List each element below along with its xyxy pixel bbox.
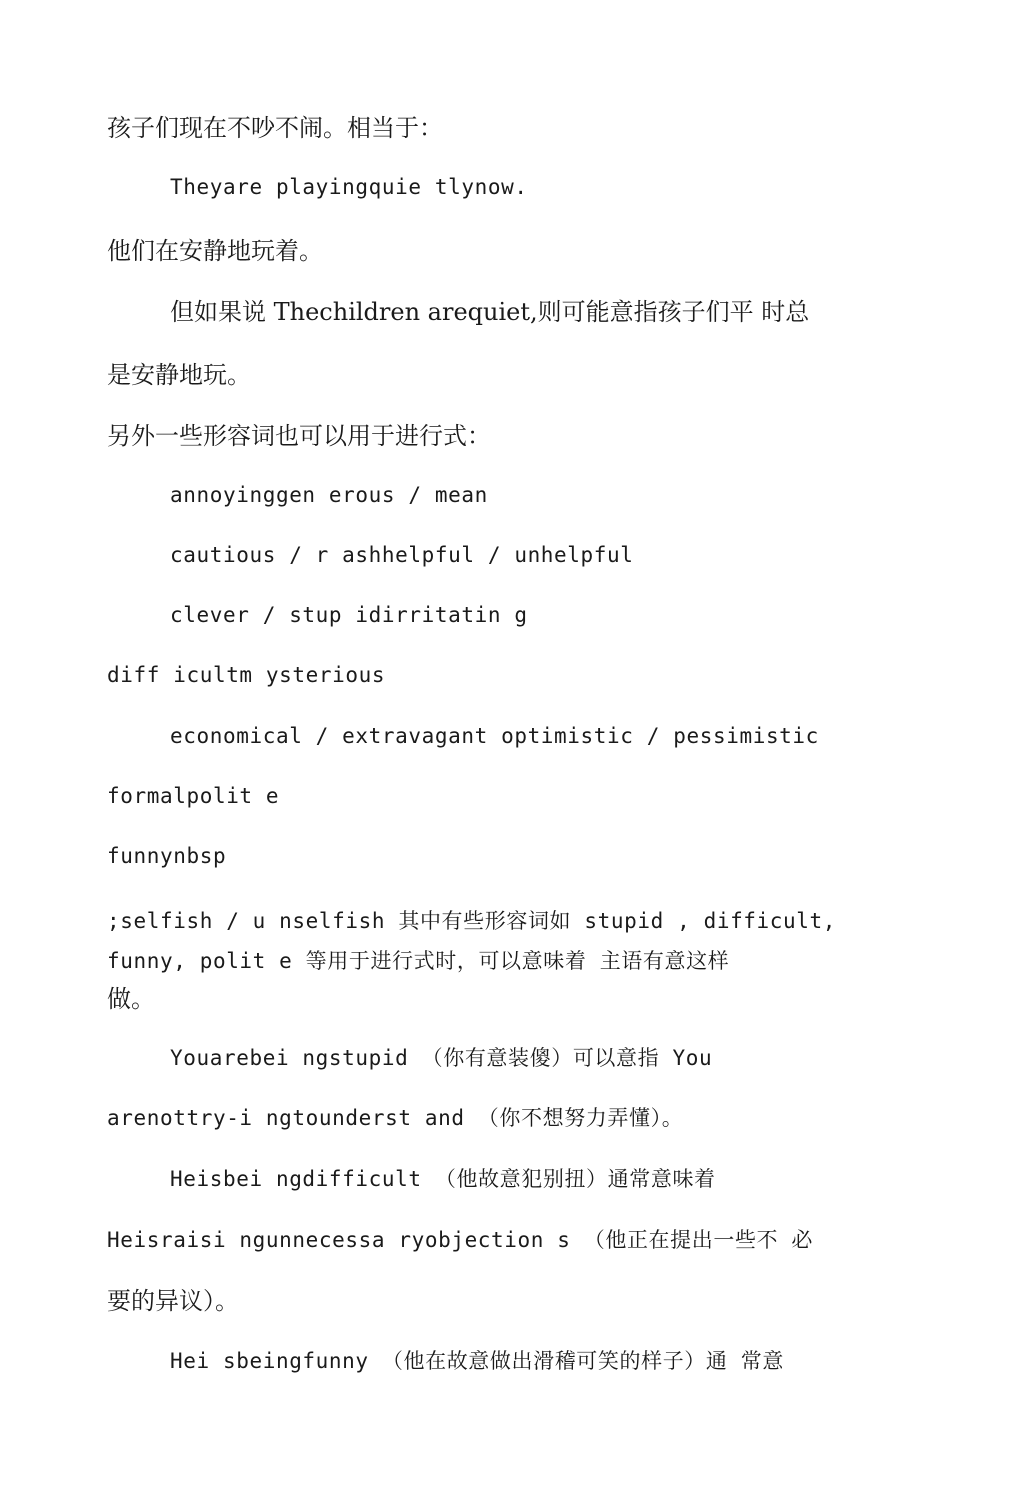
example-sentence: Hei sbeingfunny （他在故意做出滑稽可笑的样子）通 常意 — [170, 1349, 784, 1373]
paragraph-line: 孩子们现在不吵不闹。相当于： — [107, 114, 443, 142]
adjective-list-line: funnynbsp — [107, 844, 227, 868]
adjective-list-line: diff icultm ysterious — [107, 663, 386, 687]
adjective-list-line: economical / extravagant optimistic / pessimistic — [170, 724, 819, 748]
paragraph-line: 但如果说 Thechildren arequiet,则可能意指孩子们平 时总 — [170, 298, 810, 326]
adjective-list-line: clever / stup idirritatin g — [170, 603, 528, 627]
example-sentence: Theyare playingquie tlynow. — [170, 175, 528, 199]
example-sentence: Youarebei ngstupid （你有意装傻）可以意指 You — [170, 1046, 713, 1070]
paragraph-line: 是安静地玩。 — [107, 361, 251, 389]
paragraph-line: 要的异议）。 — [107, 1287, 239, 1315]
paragraph-line: 他们在安静地玩着。 — [107, 237, 323, 265]
adjective-list-line: annoyinggen erous / mean — [170, 483, 488, 507]
paragraph-line: 另外一些形容词也可以用于进行式： — [107, 422, 491, 450]
paragraph-line: ;selfish / u nselfish 其中有些形容词如 stupid , difficult, — [107, 909, 837, 933]
adjective-list-line: cautious / r ashhelpful / unhelpful — [170, 543, 634, 567]
example-sentence: Heisbei ngdifficult （他故意犯别扭）通常意味着 — [170, 1167, 716, 1191]
example-sentence: Heisraisi ngunnecessa ryobjection s （他正在提出一些不 必 — [107, 1228, 813, 1252]
adjective-list-line: formalpolit e — [107, 784, 280, 808]
paragraph-line: 做。 — [107, 985, 155, 1013]
example-sentence: arenottry-i ngtounderst and （你不想努力弄懂）。 — [107, 1106, 684, 1130]
paragraph-line: funny, polit e 等用于进行式时，可以意味着 主语有意这样 — [107, 949, 730, 973]
